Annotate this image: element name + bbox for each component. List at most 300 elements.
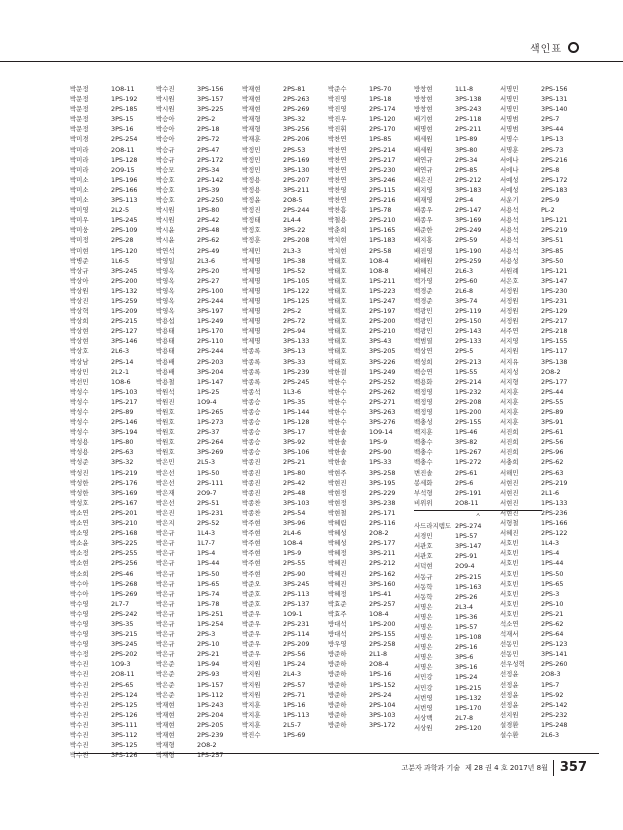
author-name: 박종석 <box>242 387 261 396</box>
author-name: 박진우 <box>328 115 347 124</box>
author-name: 서지형 <box>500 377 519 386</box>
author-name: 배은진 <box>414 175 433 184</box>
author-name: 사드라지템도 <box>414 522 452 531</box>
paper-code: 2PS-167 <box>111 498 138 507</box>
author-name: 박은준 <box>156 670 175 679</box>
paper-code: 1O8-4 <box>369 256 389 265</box>
author-name: 박시윤 <box>156 226 175 235</box>
author-name: 서지훈 <box>500 408 519 416</box>
index-entry <box>500 498 623 508</box>
author-name: 박소현 <box>70 559 89 568</box>
index-entry <box>242 730 370 740</box>
author-name: 박원석 <box>156 387 175 396</box>
paper-code: 2PS-118 <box>455 115 482 124</box>
author-name: 배명현 <box>414 125 433 134</box>
paper-code: 1O8-4 <box>369 609 389 618</box>
paper-code: 2PS-177 <box>541 377 568 386</box>
author-name: 배준한 <box>414 226 433 235</box>
author-name: 박미라 <box>70 145 89 154</box>
author-name: 박시원 <box>156 206 175 215</box>
paper-code: 2PS-58 <box>369 246 392 255</box>
author-name: 설수환 <box>500 731 519 739</box>
paper-code: 2PS-63 <box>111 448 134 457</box>
paper-code: 2O8-11 <box>111 670 135 679</box>
paper-code: 2PS-215 <box>111 317 138 326</box>
paper-code: 3PS-138 <box>541 357 568 366</box>
author-name: 서호빈 <box>500 569 519 578</box>
paper-code: 2PS-89 <box>541 408 564 416</box>
paper-code: 2PS-62 <box>197 236 220 245</box>
author-name: 박용태 <box>156 327 175 336</box>
paper-code: 2PS-115 <box>369 185 396 194</box>
paper-code: 1PS-25 <box>197 387 220 396</box>
author-name: 박재형 <box>156 741 175 750</box>
paper-code: 2PS-210 <box>369 327 396 336</box>
paper-code: 2PS-206 <box>283 135 310 144</box>
author-name: 방준하 <box>328 690 347 699</box>
author-name: 박정윤 <box>242 196 261 205</box>
paper-code: 1PS-120 <box>369 115 396 124</box>
paper-code: 2PS-42 <box>283 478 306 487</box>
author-name: 박성용 <box>70 438 89 447</box>
paper-code: 2L4-6 <box>283 529 302 538</box>
paper-code: 1PS-183 <box>369 236 396 245</box>
author-name: 백성희 <box>414 357 433 366</box>
paper-code: 2PS-156 <box>541 85 568 93</box>
author-name: 선정윤 <box>500 690 519 699</box>
paper-code: 3PS-146 <box>111 337 138 346</box>
author-name: 박종찬 <box>242 508 261 517</box>
author-name: 박원호 <box>156 448 175 457</box>
author-name: 박성수 <box>70 428 89 437</box>
author-name: 박선민 <box>70 377 89 386</box>
author-name: 박은규 <box>156 640 175 649</box>
paper-code: 3PS-126 <box>111 751 138 760</box>
author-name: 서지유 <box>500 357 519 366</box>
author-name: 박제명 <box>242 337 261 346</box>
paper-code: 2PS-120 <box>455 723 482 732</box>
paper-code: 1O9-1 <box>283 609 303 618</box>
author-name: 박종승 <box>242 428 261 437</box>
paper-code: 1PS-94 <box>197 660 220 669</box>
paper-code: 1PS-85 <box>369 135 392 144</box>
paper-code: 1PS-163 <box>455 582 482 591</box>
paper-code: 2L7-7 <box>111 599 130 608</box>
author-name: 선정윤 <box>500 670 519 679</box>
paper-code: 2L5-7 <box>283 720 302 729</box>
paper-code: 3PS-205 <box>369 347 396 356</box>
author-name: 박승아 <box>156 115 175 124</box>
paper-code: 3PS-17 <box>283 428 306 437</box>
paper-code: 2PS-6 <box>455 478 474 487</box>
author-name: 박수영 <box>70 619 89 628</box>
author-name: 박상남 <box>70 357 89 366</box>
author-name: 박현정 <box>328 498 347 507</box>
index-entry <box>500 104 623 114</box>
author-name: 박찬흠 <box>328 206 347 215</box>
paper-code: 2O9-7 <box>197 488 217 497</box>
author-name: 서명수 <box>500 135 519 144</box>
author-name: 박한수 <box>328 408 347 416</box>
author-name: 선정윤 <box>500 680 519 689</box>
author-name: 박준우 <box>242 650 261 659</box>
author-name: 박은준 <box>156 690 175 699</box>
paper-code: 1O8-8 <box>369 266 389 275</box>
paper-code: 1PS-113 <box>283 710 310 719</box>
author-name: 박상규 <box>70 266 89 275</box>
index-entry <box>500 508 623 518</box>
index-column <box>500 84 623 740</box>
paper-code: 1PS-257 <box>197 751 224 760</box>
paper-code: 1PS-125 <box>283 296 310 305</box>
paper-code: 2PS-201 <box>111 508 138 517</box>
author-name: 박성수 <box>70 387 89 396</box>
paper-code: 2PS-232 <box>541 710 568 719</box>
paper-code: 3PS-133 <box>283 337 310 346</box>
author-name: 박은민 <box>156 458 175 467</box>
paper-code: 2PS-124 <box>111 690 138 699</box>
paper-code: 2PS-72 <box>197 135 220 144</box>
author-name: 박은규 <box>156 569 175 578</box>
author-name: 박상민 <box>70 367 89 376</box>
paper-code: 3PS-197 <box>197 307 224 316</box>
paper-code: 3PS-225 <box>111 539 138 548</box>
index-entry <box>500 478 623 488</box>
paper-code: 2L7-8 <box>455 713 474 722</box>
paper-code: 2PS-48 <box>197 226 220 235</box>
paper-code: 2PS-155 <box>369 630 396 639</box>
author-name: 서진희 <box>500 428 519 437</box>
author-name: 서동학 <box>414 592 433 601</box>
author-name: 박찬연 <box>328 135 347 144</box>
paper-code: 2O8-2 <box>369 529 389 538</box>
paper-code: 2PS-229 <box>369 488 396 497</box>
author-name: 백승연 <box>414 367 433 376</box>
paper-code: 1PS-105 <box>283 276 310 285</box>
paper-code: 3PS-238 <box>369 498 396 507</box>
author-name: 서명은 <box>414 602 433 611</box>
author-name: 서현진 <box>500 478 519 487</box>
author-name: 박승모 <box>156 165 175 174</box>
paper-code: 2PS-183 <box>541 185 568 194</box>
paper-code: 1PS-13 <box>541 135 564 144</box>
author-name: 배연규 <box>414 165 433 174</box>
paper-code: 3PS-243 <box>455 105 482 114</box>
paper-code: 1PS-103 <box>111 387 138 396</box>
author-name: 박시원 <box>156 105 175 114</box>
paper-code: 3PS-96 <box>283 519 306 528</box>
paper-code: 2PS-171 <box>369 508 396 517</box>
paper-code: 2O8-11 <box>455 498 479 507</box>
author-name: 박진영 <box>328 105 347 114</box>
index-entry <box>500 134 623 144</box>
author-name: 박제명 <box>242 307 261 316</box>
author-name: 서동규 <box>414 572 433 581</box>
index-entry <box>500 659 623 669</box>
paper-code: 1PS-65 <box>197 579 220 588</box>
paper-code: 2PS-133 <box>455 337 482 346</box>
author-name: 박미현 <box>70 246 89 255</box>
paper-code: 2PS-123 <box>541 640 568 649</box>
author-name: 서지성 <box>500 367 519 376</box>
author-name: 방대석 <box>328 630 347 639</box>
author-name: 배연규 <box>414 155 433 164</box>
author-name: 박정용 <box>242 185 261 194</box>
paper-code: 1PS-78 <box>197 599 220 608</box>
paper-code: 1PS-120 <box>111 246 138 255</box>
author-name: 박찬연 <box>328 155 347 164</box>
author-name: 박철용 <box>328 216 347 225</box>
paper-code: 2PS-254 <box>111 135 138 144</box>
author-name: 서정원 <box>500 296 519 305</box>
author-name: 박성수 <box>70 418 89 427</box>
author-name: 박한수 <box>328 418 347 427</box>
index-entry <box>500 276 623 286</box>
paper-code: 1O9-4 <box>197 397 217 406</box>
author-name: 박혜진 <box>328 579 347 588</box>
author-name: 박재형 <box>242 115 261 124</box>
paper-code: 1PS-36 <box>455 612 478 621</box>
author-name: 박종승 <box>242 397 261 406</box>
paper-code: 1PS-121 <box>541 266 568 275</box>
index-entry <box>500 246 623 256</box>
paper-code: 2PS-147 <box>455 206 482 215</box>
paper-code: 1PS-147 <box>197 377 224 386</box>
paper-code: 3PS-85 <box>541 246 564 255</box>
paper-code: 2PS-245 <box>283 377 310 386</box>
author-name: 박찬연 <box>328 165 347 174</box>
paper-code: 2PS-271 <box>369 397 396 406</box>
author-name: 박문정 <box>70 125 89 134</box>
paper-code: 2PS-104 <box>369 700 396 709</box>
paper-code: 2PS-96 <box>541 448 564 457</box>
author-name: 박미정 <box>70 236 89 245</box>
author-name: 박혜림 <box>328 519 347 528</box>
author-name: 박원호 <box>156 408 175 416</box>
paper-code: 1PS-112 <box>197 690 224 699</box>
paper-code: 1PS-38 <box>283 256 306 265</box>
author-name: 박제명 <box>242 266 261 275</box>
author-name: 서명은 <box>414 663 433 672</box>
author-name: 석소연 <box>500 619 519 628</box>
author-name: 박시원 <box>156 216 175 225</box>
author-name: 박상희 <box>70 317 89 326</box>
paper-code: 3PS-211 <box>283 185 310 194</box>
author-name: 박영옥 <box>156 296 175 305</box>
author-name: 서명민 <box>500 95 519 104</box>
author-name: 박제민 <box>242 246 261 255</box>
paper-code: 2PS-202 <box>111 650 138 659</box>
paper-code: 1PS-155 <box>541 337 568 346</box>
paper-code: 3PS-74 <box>455 296 478 305</box>
paper-code: 3PS-32 <box>111 458 134 467</box>
paper-code: 2PS-63 <box>541 468 564 477</box>
paper-code: 2PS-137 <box>283 599 310 608</box>
paper-code: 2PS-200 <box>369 317 396 326</box>
paper-code: 1PS-190 <box>455 246 482 255</box>
author-name: 박미소 <box>70 185 89 194</box>
paper-code: 3PS-169 <box>455 216 482 225</box>
author-name: 박수아 <box>70 579 89 588</box>
paper-code: 3PS-103 <box>283 498 310 507</box>
author-name: 백상연 <box>414 347 433 356</box>
paper-code: 3PS-245 <box>111 640 138 649</box>
paper-code: 2L1-8 <box>369 650 388 659</box>
paper-code: 2PS-252 <box>369 377 396 386</box>
paper-code: 2PS-51 <box>197 498 220 507</box>
index-entry <box>500 639 623 649</box>
page-number: 357 <box>553 760 587 776</box>
paper-code: 1PS-223 <box>369 286 396 295</box>
paper-code: 2PS-219 <box>541 478 568 487</box>
author-name: 박수진 <box>156 85 175 93</box>
author-name: 박수진 <box>70 731 89 739</box>
paper-code: 2PS-34 <box>197 165 220 174</box>
paper-code: 2PS-94 <box>283 327 306 336</box>
author-name: 박은진 <box>156 508 175 517</box>
author-name: 방창현 <box>414 105 433 114</box>
author-name: 백충수 <box>414 448 433 457</box>
paper-code: 1PS-200 <box>455 408 482 416</box>
paper-code: 3PS-138 <box>455 95 482 104</box>
paper-code: 2PS-55 <box>541 397 564 406</box>
index-entry <box>500 690 623 700</box>
paper-code: 1PS-166 <box>541 519 568 528</box>
author-name: 박상아 <box>70 276 89 285</box>
author-name: 박태호 <box>328 337 347 346</box>
paper-code: 3PS-172 <box>369 720 396 729</box>
paper-code: 2PS-56 <box>541 438 564 447</box>
paper-code: 1PS-57 <box>455 532 478 541</box>
index-entry <box>500 518 623 528</box>
paper-code: 1O8-11 <box>111 85 135 93</box>
paper-code: 2PS-46 <box>111 569 134 578</box>
paper-code: 2PS-200 <box>111 276 138 285</box>
paper-code: 2PS-255 <box>111 549 138 558</box>
paper-code: 2PS-73 <box>541 145 564 154</box>
paper-code: 1PS-41 <box>369 589 392 598</box>
paper-code: 2PS-177 <box>369 539 396 548</box>
paper-code: 1PS-39 <box>197 185 220 194</box>
author-name: 서정원 <box>500 307 519 316</box>
paper-code: 2PS-217 <box>541 317 568 326</box>
paper-code: 2PS-119 <box>455 307 482 316</box>
author-name: 백가영 <box>414 276 433 285</box>
paper-code: 2PS-217 <box>369 155 396 164</box>
paper-code: 1PS-16 <box>283 700 306 709</box>
paper-code: 2PS-209 <box>283 640 310 649</box>
author-name: 박은재 <box>156 488 175 497</box>
author-name: 박재현 <box>156 710 175 719</box>
author-name: 박혜성 <box>328 539 347 548</box>
paper-code: 1PS-215 <box>455 683 482 692</box>
author-name: 박정훈 <box>242 236 261 245</box>
index-entry <box>500 114 623 124</box>
paper-code: 2PS-214 <box>455 377 482 386</box>
author-name: 서정원 <box>500 286 519 295</box>
paper-code: 1PS-165 <box>369 226 396 235</box>
author-name: 박한수 <box>328 387 347 396</box>
author-name: 박은규 <box>156 619 175 628</box>
author-name: 백정영 <box>414 387 433 396</box>
paper-code: 3PS-125 <box>111 741 138 750</box>
paper-code: 2PS-34 <box>455 155 478 164</box>
paper-code: 3PS-80 <box>455 145 478 154</box>
author-name: 박진수 <box>242 731 261 739</box>
paper-code: 2PS-52 <box>197 519 220 528</box>
paper-code: 1PS-70 <box>369 85 392 93</box>
paper-code: 3PS-195 <box>369 478 396 487</box>
author-name: 박준호 <box>242 599 261 608</box>
author-name: 박은규 <box>156 529 175 538</box>
author-name: 박용철 <box>156 377 175 386</box>
paper-code: 2PS-110 <box>197 337 224 346</box>
paper-code: 2PS-127 <box>111 327 138 336</box>
author-name: 서명민 <box>500 105 519 114</box>
index-entry <box>500 124 623 134</box>
paper-code: 2PS-166 <box>111 185 138 194</box>
author-name: 서호빈 <box>500 609 519 618</box>
paper-code: 2O8-4 <box>369 660 389 669</box>
paper-code: 1PS-152 <box>369 680 396 689</box>
paper-code: 2PS-61 <box>455 468 478 477</box>
paper-code: 2PS-16 <box>455 643 478 652</box>
paper-code: 1PS-52 <box>283 266 306 275</box>
index-entry <box>500 407 623 417</box>
author-name: 박혜정 <box>328 589 347 598</box>
index-entry <box>500 266 623 276</box>
paper-code: 3PS-113 <box>111 196 138 205</box>
index-entry <box>500 569 623 579</box>
page-footer <box>402 760 587 776</box>
author-name: 박주현 <box>242 529 261 538</box>
author-name: 서지훈 <box>500 387 519 396</box>
index-entry <box>500 589 623 599</box>
author-name: 박원호 <box>156 418 175 427</box>
author-name: 박찬연 <box>328 175 347 184</box>
paper-code: 2PS-169 <box>283 155 310 164</box>
index-entry <box>500 649 623 659</box>
index-entry <box>500 417 623 427</box>
author-name: 박준우 <box>242 619 261 628</box>
paper-code: 1PS-121 <box>541 216 568 225</box>
author-name: 서호빈 <box>500 539 519 548</box>
paper-code: 3PS-204 <box>197 367 224 376</box>
paper-code: 2PS-61 <box>541 428 564 437</box>
author-name: 서정원 <box>500 317 519 326</box>
author-name: 방준하 <box>328 720 347 729</box>
paper-code: 3PS-211 <box>369 549 396 558</box>
author-name: 박현정 <box>328 488 347 497</box>
paper-code: 2PS-176 <box>111 478 138 487</box>
paper-code: 1PS-249 <box>197 317 224 326</box>
author-name: 박은규 <box>156 650 175 659</box>
paper-code: 3PS-147 <box>541 276 568 285</box>
author-name: 서호빈 <box>500 599 519 608</box>
author-name: 박상진 <box>70 296 89 305</box>
index-entry <box>500 175 623 185</box>
paper-code: 2PS-4 <box>455 196 474 205</box>
author-name: 박성한 <box>70 478 89 487</box>
paper-code: 2PS-90 <box>283 569 306 578</box>
author-name: 박은규 <box>156 589 175 598</box>
author-name: 서호빈 <box>500 589 519 598</box>
paper-code: 2PS-100 <box>197 286 224 295</box>
author-name: 배혜진 <box>414 266 433 275</box>
paper-code: 2PS-10 <box>541 599 564 608</box>
paper-code: 3PS-106 <box>283 448 310 457</box>
paper-code: 1L1-8 <box>455 85 474 93</box>
